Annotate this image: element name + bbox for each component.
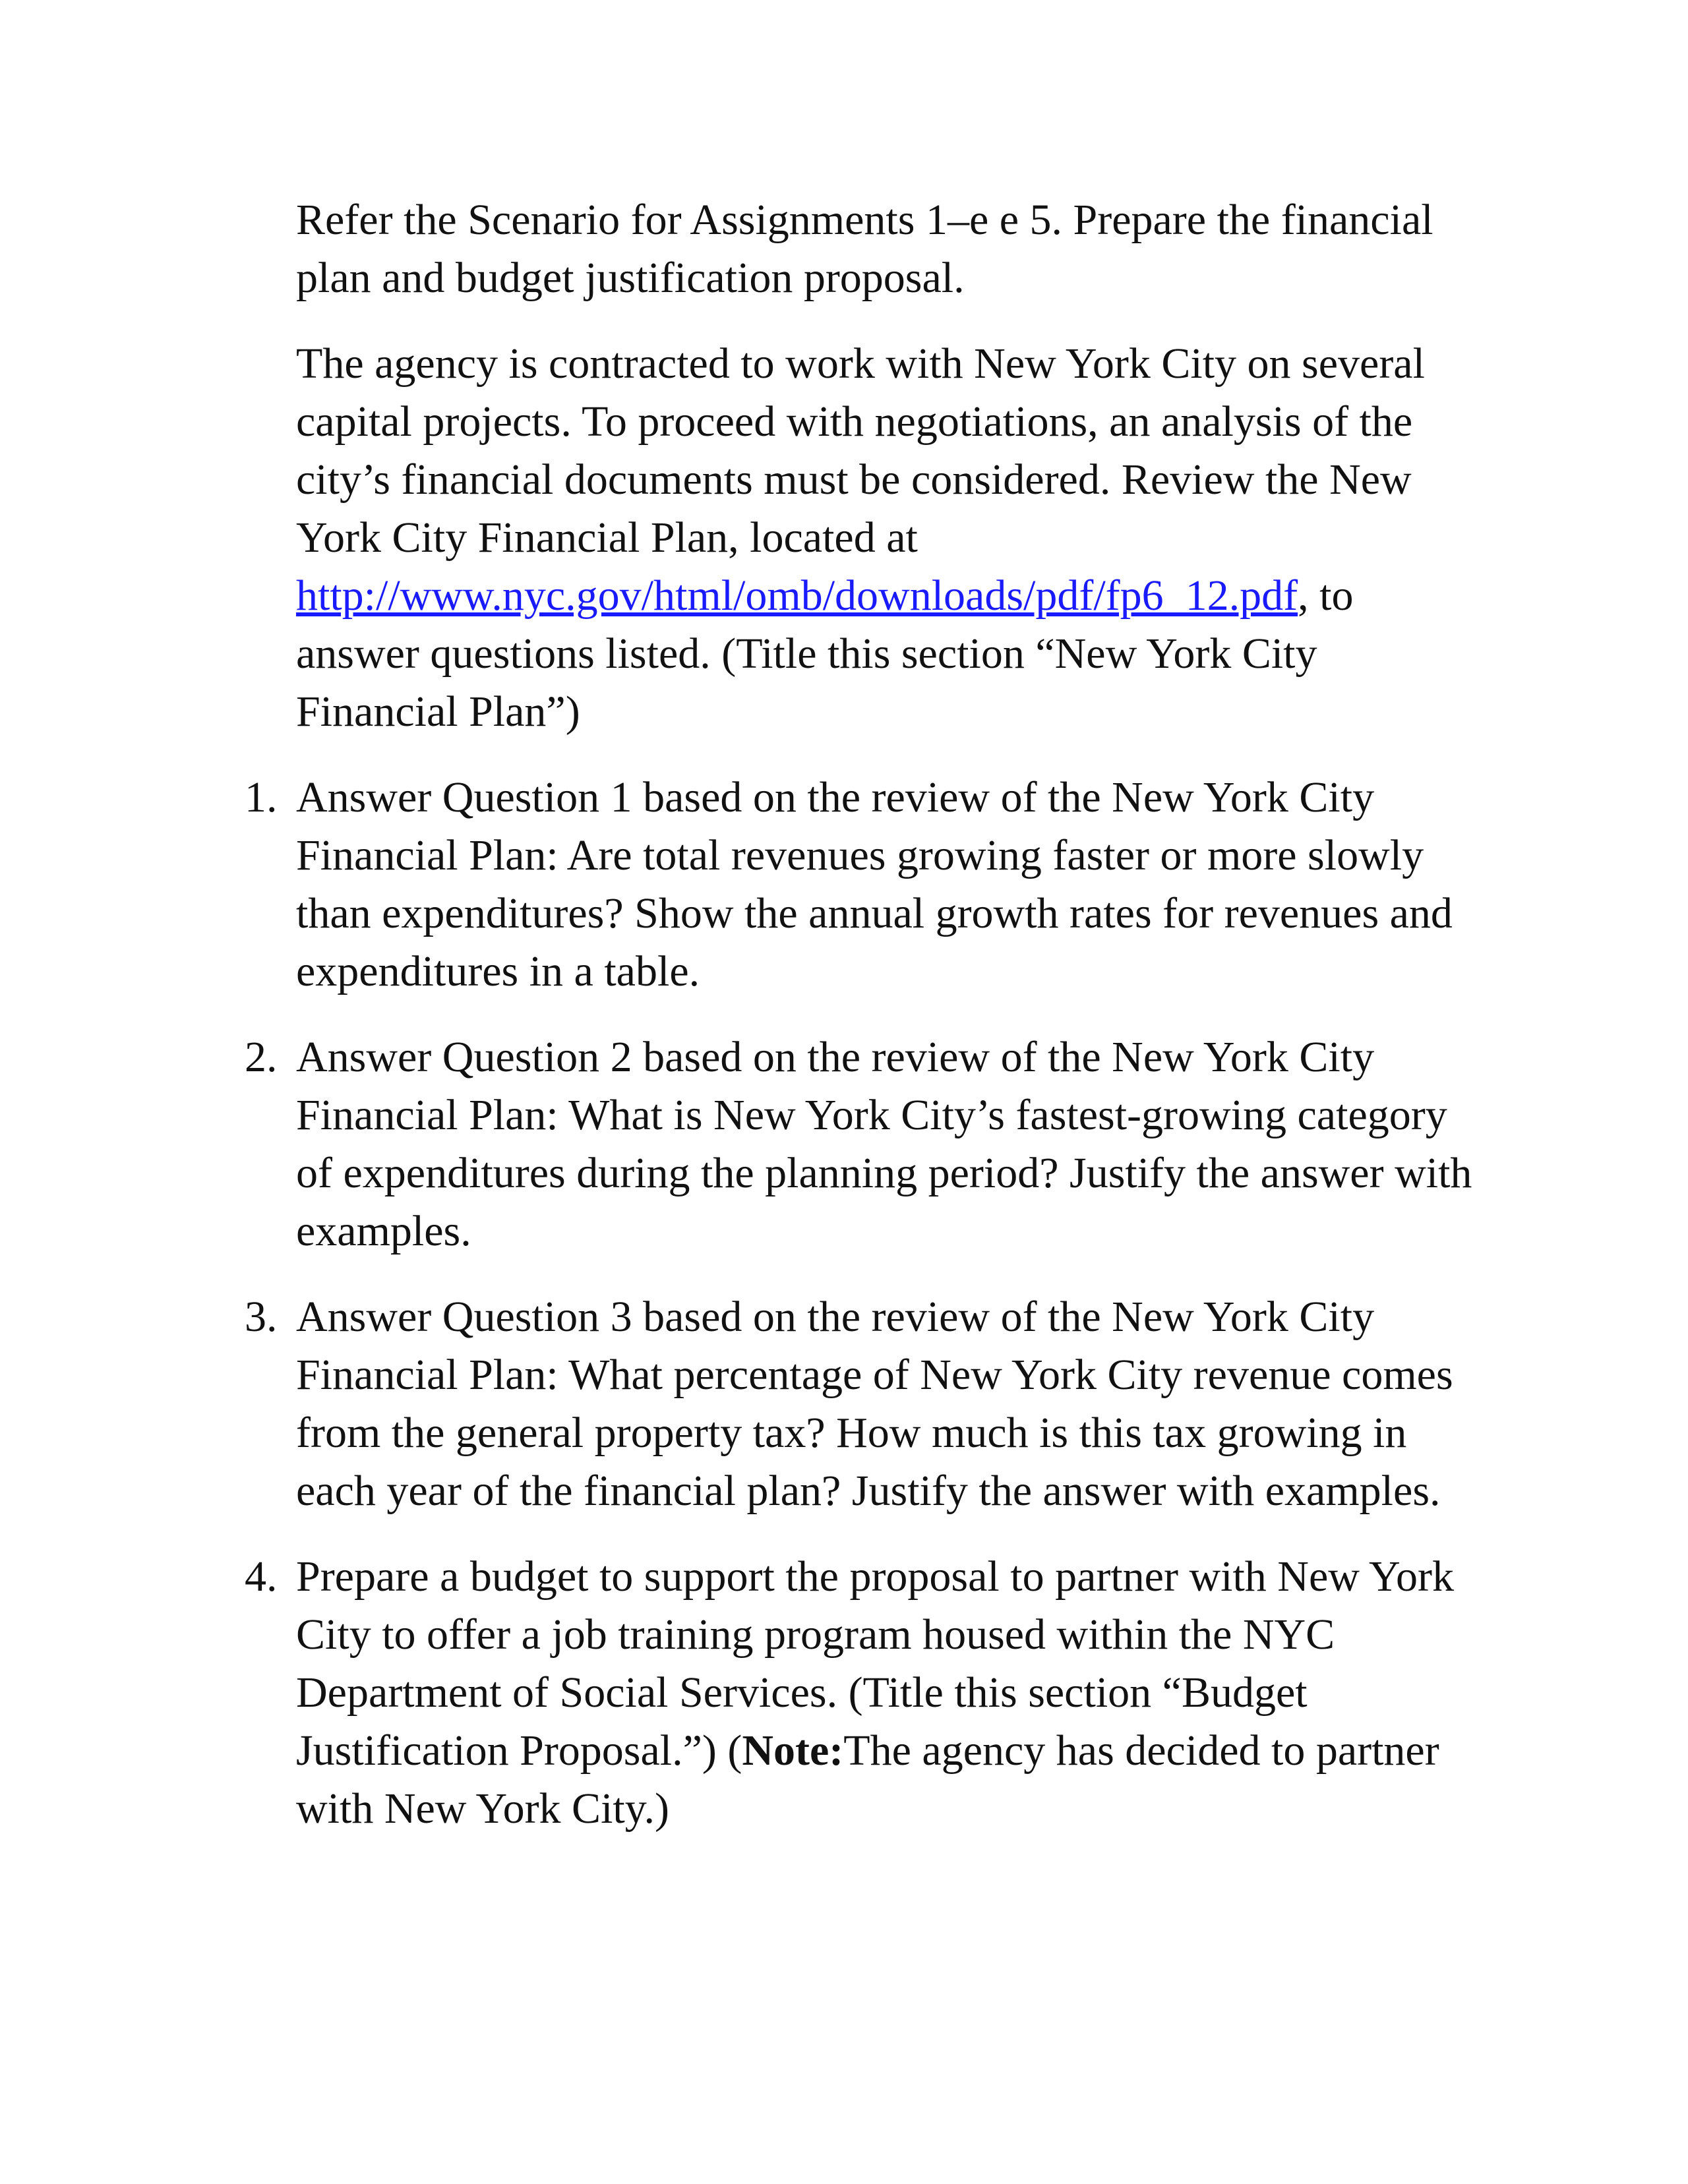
list-item [245, 1028, 1476, 1260]
list-item-text: Answer Question 2 based on the review of the New York City Financial Plan: What is New York City’s fastest-growing category of expenditures during the planning period? Justify the answer with examples. [296, 1033, 1472, 1255]
list-item [245, 769, 1476, 1001]
list-item-number: 1. [245, 773, 278, 821]
list-item-number: 2. [245, 1033, 278, 1081]
financial-plan-link[interactable]: http://www.nyc.gov/html/omb/downloads/pdf/fp6_12.pdf [296, 572, 1298, 620]
note-label: Note: [742, 1727, 844, 1775]
list-item-text-after-note: The agency has decided to partner with New York City.) [296, 1727, 1439, 1833]
context-text-after-link: , to answer questions listed. (Title this section “New York City Financial Plan”) [296, 572, 1354, 736]
list-item [245, 1288, 1476, 1520]
intro-paragraph [296, 191, 1476, 307]
list-item-text: Answer Question 1 based on the review of the New York City Financial Plan: Are total revenues growing faster or more slowly than expenditures? Show the annual growth rates for revenues and expenditures in a table. [296, 773, 1453, 995]
list-item [245, 1548, 1476, 1838]
context-paragraph [296, 335, 1476, 741]
list-item-number: 4. [245, 1552, 278, 1601]
questions-list [245, 769, 1476, 1838]
list-item-number: 3. [245, 1293, 278, 1341]
context-text-before-link: The agency is contracted to work with New York City on several capital projects. To proceed with negotiations, an analysis of the city’s financial documents must be considered. Review the New York City Financial Plan, located at [296, 339, 1425, 562]
list-item-text-before-note: Prepare a budget to support the proposal to partner with New York City to offer a job training program housed within the NYC Department of Social Services. (Title this section “Budget Justification Proposal.”) ( [296, 1552, 1454, 1775]
list-item-text: Answer Question 3 based on the review of the New York City Financial Plan: What percentage of New York City revenue comes from the general property tax? How much is this tax growing in each year of the financial plan? Justify the answer with examples. [296, 1293, 1453, 1515]
intro-text: Refer the Scenario for Assignments 1–e e 5. Prepare the financial plan and budget justification proposal. [296, 196, 1433, 302]
document-body [245, 191, 1476, 1866]
